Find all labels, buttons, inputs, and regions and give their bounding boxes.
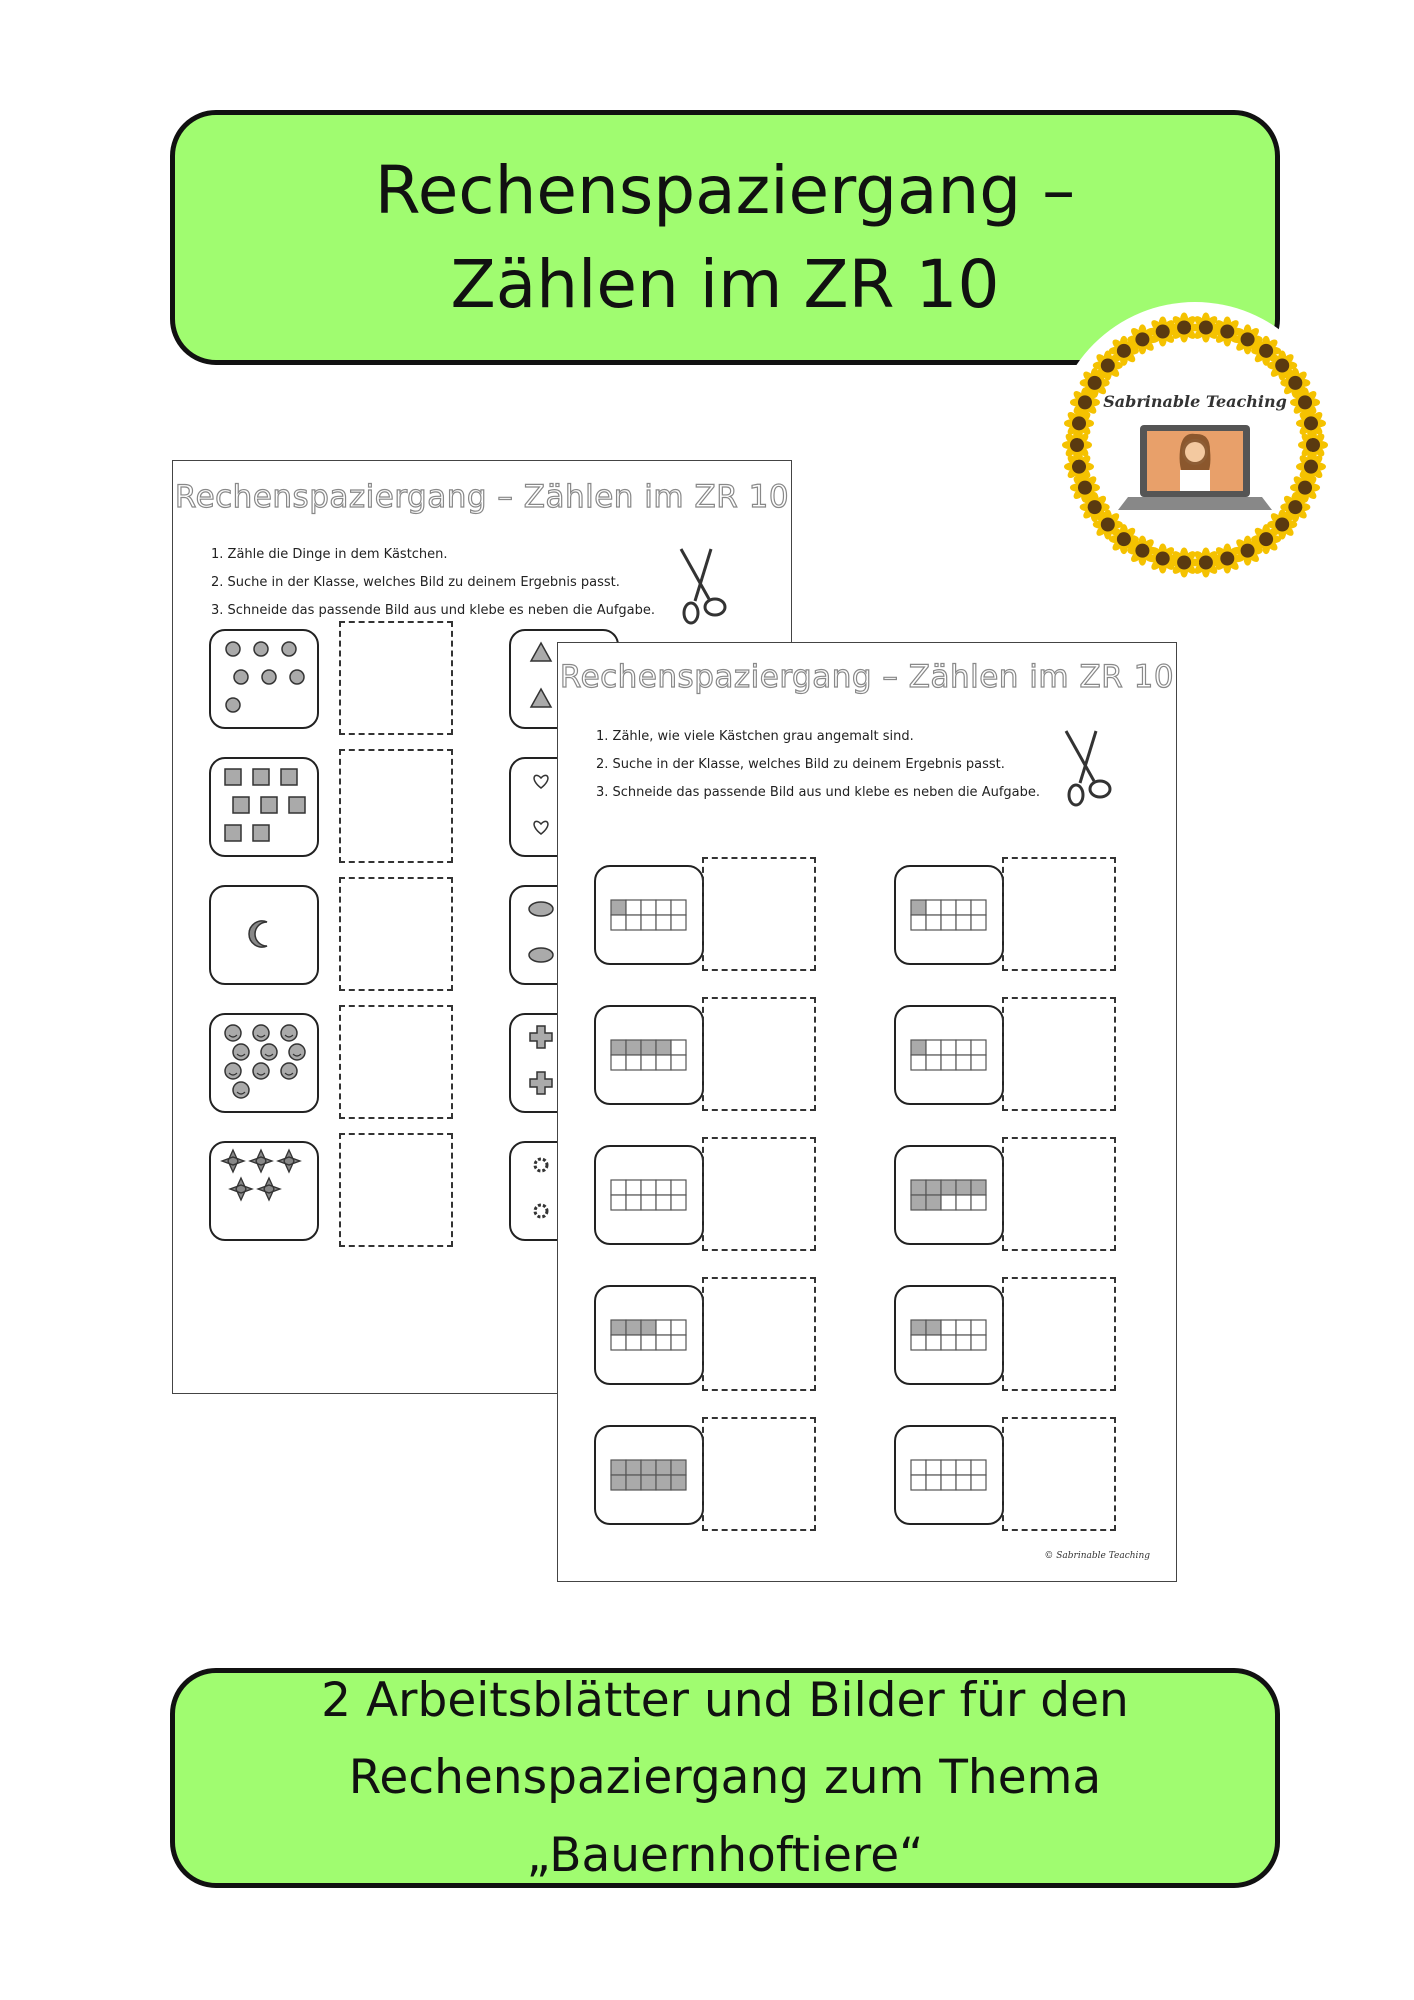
empty-cell — [941, 1195, 956, 1210]
filled-cell — [626, 1320, 641, 1335]
empty-cell — [956, 1475, 971, 1490]
cross-icon — [530, 1072, 552, 1094]
description-line-1: 2 Arbeitsblätter und Bilder für den — [321, 1672, 1129, 1728]
empty-cell — [626, 1055, 641, 1070]
circle-icon — [262, 670, 276, 684]
empty-cell — [671, 1195, 686, 1210]
empty-cell — [971, 915, 986, 930]
title-line-1: Rechenspaziergang – — [374, 151, 1076, 229]
empty-cell — [941, 1040, 956, 1055]
filled-cell — [611, 900, 626, 915]
scissors-icon — [671, 547, 731, 625]
empty-cell — [956, 1320, 971, 1335]
empty-cell — [611, 1335, 626, 1350]
empty-cell — [611, 1180, 626, 1195]
instructions — [596, 723, 1040, 807]
empty-cell — [956, 1460, 971, 1475]
answer-placeholder — [702, 1137, 816, 1251]
ten-frame-box — [594, 865, 704, 965]
answer-placeholder — [702, 997, 816, 1111]
ten-frame-icon — [609, 1178, 689, 1212]
empty-cell — [611, 1055, 626, 1070]
ten-frame-box — [894, 1145, 1004, 1245]
filled-cell — [911, 1180, 926, 1195]
empty-cell — [941, 1320, 956, 1335]
worksheet-title: Rechenspaziergang – Zählen im ZR 10 — [559, 659, 1175, 695]
square-icon — [225, 825, 241, 841]
ten-frame-icon — [909, 1458, 989, 1492]
empty-cell — [671, 1040, 686, 1055]
task-box — [209, 629, 319, 729]
empty-cell — [611, 1195, 626, 1210]
empty-cell — [941, 1335, 956, 1350]
logo — [1050, 300, 1340, 590]
filled-cell — [911, 1040, 926, 1055]
filled-cell — [926, 1180, 941, 1195]
star-icon — [278, 1150, 300, 1172]
ten-frame-icon — [609, 898, 689, 932]
cloud-icon — [529, 902, 553, 916]
square-icon — [253, 825, 269, 841]
copyright-text: © Sabrinable Teaching — [1044, 1551, 1150, 1561]
cross-icon — [530, 1026, 552, 1048]
empty-cell — [671, 1180, 686, 1195]
filled-cell — [656, 1040, 671, 1055]
answer-placeholder — [339, 1133, 453, 1247]
filled-cell — [626, 1475, 641, 1490]
filled-cell — [971, 1180, 986, 1195]
empty-cell — [911, 1335, 926, 1350]
star-icon — [258, 1178, 280, 1200]
empty-cell — [941, 1475, 956, 1490]
filled-cell — [911, 900, 926, 915]
sun-icon — [535, 1159, 547, 1171]
answer-placeholder — [702, 857, 816, 971]
empty-cell — [656, 1320, 671, 1335]
empty-cell — [971, 1195, 986, 1210]
instruction-3: 3. Schneide das passende Bild aus und klebe es neben die Aufgabe. — [596, 785, 1040, 800]
square-icon — [281, 769, 297, 785]
filled-cell — [956, 1180, 971, 1195]
filled-cell — [671, 1460, 686, 1475]
circle-icon — [234, 670, 248, 684]
filled-cell — [926, 1320, 941, 1335]
smiley-icon — [253, 1025, 269, 1041]
empty-cell — [956, 1055, 971, 1070]
ten-frame-box — [594, 1145, 704, 1245]
empty-cell — [641, 915, 656, 930]
circle-icon — [254, 642, 268, 656]
empty-cell — [956, 1040, 971, 1055]
empty-cell — [956, 1335, 971, 1350]
answer-placeholder — [1002, 857, 1116, 971]
answer-placeholder — [339, 1005, 453, 1119]
empty-cell — [641, 1335, 656, 1350]
smiley-icon — [281, 1025, 297, 1041]
sun-icon — [535, 1205, 547, 1217]
circle-icon — [290, 670, 304, 684]
description-line-2: Rechenspaziergang zum Thema „Bauernhoftiere“ — [348, 1750, 1102, 1883]
empty-cell — [926, 1475, 941, 1490]
empty-cell — [926, 915, 941, 930]
empty-cell — [971, 1320, 986, 1335]
heart-icon — [534, 821, 548, 834]
empty-cell — [656, 915, 671, 930]
filled-cell — [611, 1460, 626, 1475]
empty-cell — [671, 900, 686, 915]
filled-cell — [611, 1040, 626, 1055]
empty-cell — [971, 1460, 986, 1475]
filled-cell — [641, 1040, 656, 1055]
filled-cell — [656, 1475, 671, 1490]
empty-cell — [611, 915, 626, 930]
instruction-1: 1. Zähle die Dinge in dem Kästchen. — [211, 547, 448, 562]
filled-cell — [641, 1475, 656, 1490]
answer-placeholder — [1002, 1417, 1116, 1531]
ten-frame-box — [894, 1425, 1004, 1525]
instruction-2: 2. Suche in der Klasse, welches Bild zu deinem Ergebnis passt. — [596, 757, 1005, 772]
empty-cell — [656, 900, 671, 915]
empty-cell — [941, 915, 956, 930]
empty-cell — [941, 900, 956, 915]
filled-cell — [611, 1320, 626, 1335]
smiley-icon — [289, 1044, 305, 1060]
empty-cell — [971, 1040, 986, 1055]
square-icon — [225, 769, 241, 785]
empty-cell — [926, 1335, 941, 1350]
ten-frame-icon — [609, 1038, 689, 1072]
triangle-icon — [531, 643, 551, 661]
filled-cell — [641, 1320, 656, 1335]
ten-frame-box — [894, 865, 1004, 965]
triangle-icon — [531, 689, 551, 707]
ten-frame-box — [594, 1005, 704, 1105]
empty-cell — [971, 1335, 986, 1350]
square-icon — [289, 797, 305, 813]
ten-frame-icon — [909, 1038, 989, 1072]
empty-cell — [911, 1475, 926, 1490]
empty-cell — [971, 900, 986, 915]
empty-cell — [956, 900, 971, 915]
filled-cell — [911, 1195, 926, 1210]
empty-cell — [656, 1335, 671, 1350]
square-icon — [261, 797, 277, 813]
worksheet-title: Rechenspaziergang – Zählen im ZR 10 — [174, 479, 790, 515]
empty-cell — [911, 1460, 926, 1475]
star-icon — [250, 1150, 272, 1172]
empty-cell — [971, 1055, 986, 1070]
empty-cell — [671, 915, 686, 930]
filled-cell — [941, 1180, 956, 1195]
filled-cell — [671, 1475, 686, 1490]
filled-cell — [656, 1460, 671, 1475]
ten-frame-box — [594, 1285, 704, 1385]
instructions — [211, 541, 655, 625]
answer-placeholder — [702, 1277, 816, 1391]
empty-cell — [626, 1180, 641, 1195]
filled-cell — [926, 1195, 941, 1210]
empty-cell — [656, 1180, 671, 1195]
empty-cell — [956, 1195, 971, 1210]
answer-placeholder — [339, 877, 453, 991]
ten-frame-icon — [609, 1318, 689, 1352]
instruction-1: 1. Zähle, wie viele Kästchen grau angemalt sind. — [596, 729, 914, 744]
empty-cell — [626, 915, 641, 930]
circle-icon — [282, 642, 296, 656]
ten-frame-icon — [909, 1178, 989, 1212]
star-icon — [222, 1150, 244, 1172]
smiley-icon — [261, 1044, 277, 1060]
filled-cell — [641, 1460, 656, 1475]
heart-icon — [534, 775, 548, 788]
filled-cell — [611, 1475, 626, 1490]
ten-frame-icon — [609, 1458, 689, 1492]
instruction-2: 2. Suche in der Klasse, welches Bild zu deinem Ergebnis passt. — [211, 575, 620, 590]
empty-cell — [956, 915, 971, 930]
empty-cell — [941, 1460, 956, 1475]
empty-cell — [911, 1055, 926, 1070]
star-icon — [230, 1178, 252, 1200]
smiley-icon — [233, 1044, 249, 1060]
worksheet-preview-2 — [557, 642, 1177, 1582]
task-box — [209, 1141, 319, 1241]
task-box — [209, 1013, 319, 1113]
smiley-icon — [225, 1025, 241, 1041]
answer-placeholder — [339, 621, 453, 735]
ten-frame-box — [594, 1425, 704, 1525]
circle-icon — [226, 698, 240, 712]
empty-cell — [641, 900, 656, 915]
empty-cell — [926, 1055, 941, 1070]
circle-icon — [226, 642, 240, 656]
title-line-2: Zählen im ZR 10 — [450, 245, 1000, 323]
sunflower-wreath-icon — [1050, 300, 1340, 590]
filled-cell — [626, 1040, 641, 1055]
cloud-icon — [529, 948, 553, 962]
empty-cell — [941, 1055, 956, 1070]
description-banner — [170, 1668, 1280, 1888]
filled-cell — [911, 1320, 926, 1335]
filled-cell — [626, 1460, 641, 1475]
answer-placeholder — [702, 1417, 816, 1531]
moon-icon — [249, 921, 267, 947]
smiley-icon — [253, 1063, 269, 1079]
empty-cell — [626, 900, 641, 915]
empty-cell — [626, 1195, 641, 1210]
sunflower-icon — [1296, 408, 1326, 438]
empty-cell — [926, 1460, 941, 1475]
empty-cell — [671, 1055, 686, 1070]
empty-cell — [911, 915, 926, 930]
empty-cell — [641, 1195, 656, 1210]
answer-placeholder — [1002, 1277, 1116, 1391]
empty-cell — [926, 1040, 941, 1055]
ten-frame-icon — [909, 898, 989, 932]
answer-placeholder — [1002, 1137, 1116, 1251]
empty-cell — [671, 1320, 686, 1335]
smiley-icon — [281, 1063, 297, 1079]
empty-cell — [641, 1055, 656, 1070]
empty-cell — [656, 1195, 671, 1210]
empty-cell — [641, 1180, 656, 1195]
task-box — [209, 757, 319, 857]
instruction-3: 3. Schneide das passende Bild aus und klebe es neben die Aufgabe. — [211, 603, 655, 618]
ten-frame-box — [894, 1285, 1004, 1385]
square-icon — [253, 769, 269, 785]
ten-frame-box — [894, 1005, 1004, 1105]
empty-cell — [926, 900, 941, 915]
logo-text: Sabrinable Teaching — [1103, 392, 1287, 411]
smiley-icon — [233, 1082, 249, 1098]
laptop-teacher-avatar-icon — [1118, 425, 1272, 510]
answer-placeholder — [1002, 997, 1116, 1111]
empty-cell — [971, 1475, 986, 1490]
empty-cell — [671, 1335, 686, 1350]
square-icon — [233, 797, 249, 813]
empty-cell — [656, 1055, 671, 1070]
smiley-icon — [225, 1063, 241, 1079]
ten-frame-icon — [909, 1318, 989, 1352]
task-box — [209, 885, 319, 985]
empty-cell — [626, 1335, 641, 1350]
answer-placeholder — [339, 749, 453, 863]
scissors-icon — [1056, 729, 1116, 807]
